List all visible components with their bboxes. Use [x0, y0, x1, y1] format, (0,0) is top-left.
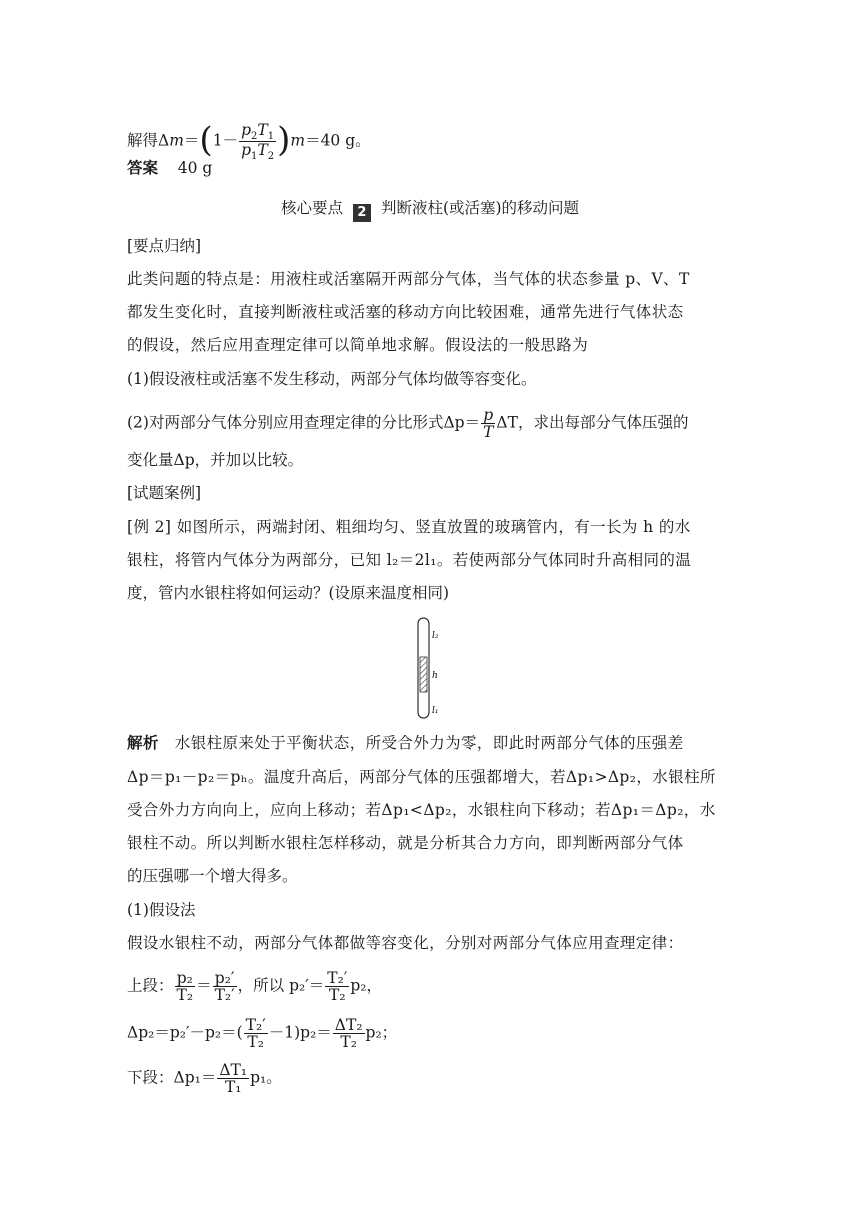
analysis-line-6: 假设水银柱不动，两部分气体都做等容变化，分别对两部分气体应用查理定律：: [127, 934, 684, 952]
glass-tube-figure: [404, 616, 452, 721]
analysis-line-3: 受合外力方向向上，应向上移动；若Δp₁<Δp₂，水银柱向下移动；若Δp₁＝Δp₂，水: [127, 801, 716, 819]
solve-eq: ＝: [183, 131, 200, 150]
summary-item-2-cont: 变化量Δp，并加以比较。: [127, 451, 304, 469]
summary-para-1: 此类问题的特点是：用液柱或活塞隔开两部分气体，当气体的状态参量 p、V、T: [127, 270, 690, 288]
upper-segment-eq: 上段： $\frac{\text{p₂}}{\text{T₂}}$ ＝ $\frac{\text{p₂′}}{\text{T₂′}}$ ，所以 p₂′＝ $\frac{\text{T₂′}}{\text{T₂}}$ p₂，: [127, 969, 382, 1004]
example-line-1: [例 2] 如图所示，两端封闭、粗细均匀、竖直放置的玻璃管内，有一长为 h 的水: [127, 518, 691, 536]
solve-prefix: 解得Δ: [127, 131, 170, 150]
analysis-method: (1)假设法: [127, 901, 196, 919]
example-line-2: 银柱，将管内气体分为两部分，已知 l₂＝2l₁。若使两部分气体同时升高相同的温: [127, 551, 692, 569]
dp2-eq: Δp₂＝p₂′－p₂＝( $\frac{\text{T₂′}}{\text{T₂}}$ －1)p₂＝ $\frac{\text{ΔT₂}}{\text{T₂}}$ p₂；: [127, 1016, 398, 1051]
example-line-3: 度，管内水银柱将如何运动？(设原来温度相同): [127, 584, 450, 602]
solve-line: [127, 119, 733, 162]
analysis-label: 解析: [127, 733, 159, 752]
answer-label: 答案: [127, 158, 159, 177]
example-heading: [试题案例]: [127, 484, 202, 502]
paren-close: ): [277, 119, 291, 160]
summary-item-1: (1)假设液柱或活塞不发生移动，两部分气体均做等容变化。: [127, 370, 537, 388]
summary-item-2: (2)对两部分气体分别应用查理定律的分比形式Δp＝ $\frac{p}{T}$ ΔT，求出每部分气体压强的: [127, 406, 689, 441]
section-right: 判断液柱(或活塞)的移动问题: [380, 199, 580, 217]
section-left: 核心要点: [280, 199, 343, 217]
section-header: [127, 197, 733, 222]
solve-tail: ＝40 g。: [305, 131, 371, 150]
analysis-line-1: 解析 水银柱原来处于平衡状态，所受合外力为零，即此时两部分气体的压强差: [127, 733, 684, 752]
analysis-line-2: Δp＝p₁－p₂＝pₕ。温度升高后，两部分气体的压强都增大，若Δp₁>Δp₂，水银柱所: [127, 768, 716, 786]
mercury-column: [420, 657, 427, 692]
label-h: h: [432, 671, 438, 681]
analysis-line-4: 银柱不动。所以判断水银柱怎样移动，就是分析其合力方向，即判断两部分气体: [127, 834, 684, 852]
summary-para-3: 的假设，然后应用查理定律可以简单地求解。假设法的一般思路为: [127, 336, 589, 354]
analysis-line-5: 的压强哪一个增大得多。: [127, 867, 298, 885]
paren-open: (: [199, 119, 213, 160]
section-number-badge: 2: [353, 204, 371, 222]
summary-para-2: 都发生变化时，直接判断液柱或活塞的移动方向比较困难，通常先进行气体状态: [127, 303, 684, 321]
answer-line: [127, 157, 733, 179]
solve-tail-m: m: [290, 131, 306, 150]
label-l2: l₂: [432, 631, 439, 641]
solve-m: m: [169, 131, 184, 150]
summary-heading: [要点归纳]: [127, 237, 202, 255]
answer-value: 40 g: [177, 159, 213, 177]
solve-fraction: $\frac{p_2T_1}{p_1T_2}$: [241, 121, 275, 162]
label-l1: l₁: [432, 706, 439, 716]
lower-segment-eq: 下段：Δp₁＝ $\frac{\text{ΔT₁}}{\text{T₁}}$ p₁。: [127, 1061, 282, 1096]
solve-one: 1－: [212, 131, 239, 150]
